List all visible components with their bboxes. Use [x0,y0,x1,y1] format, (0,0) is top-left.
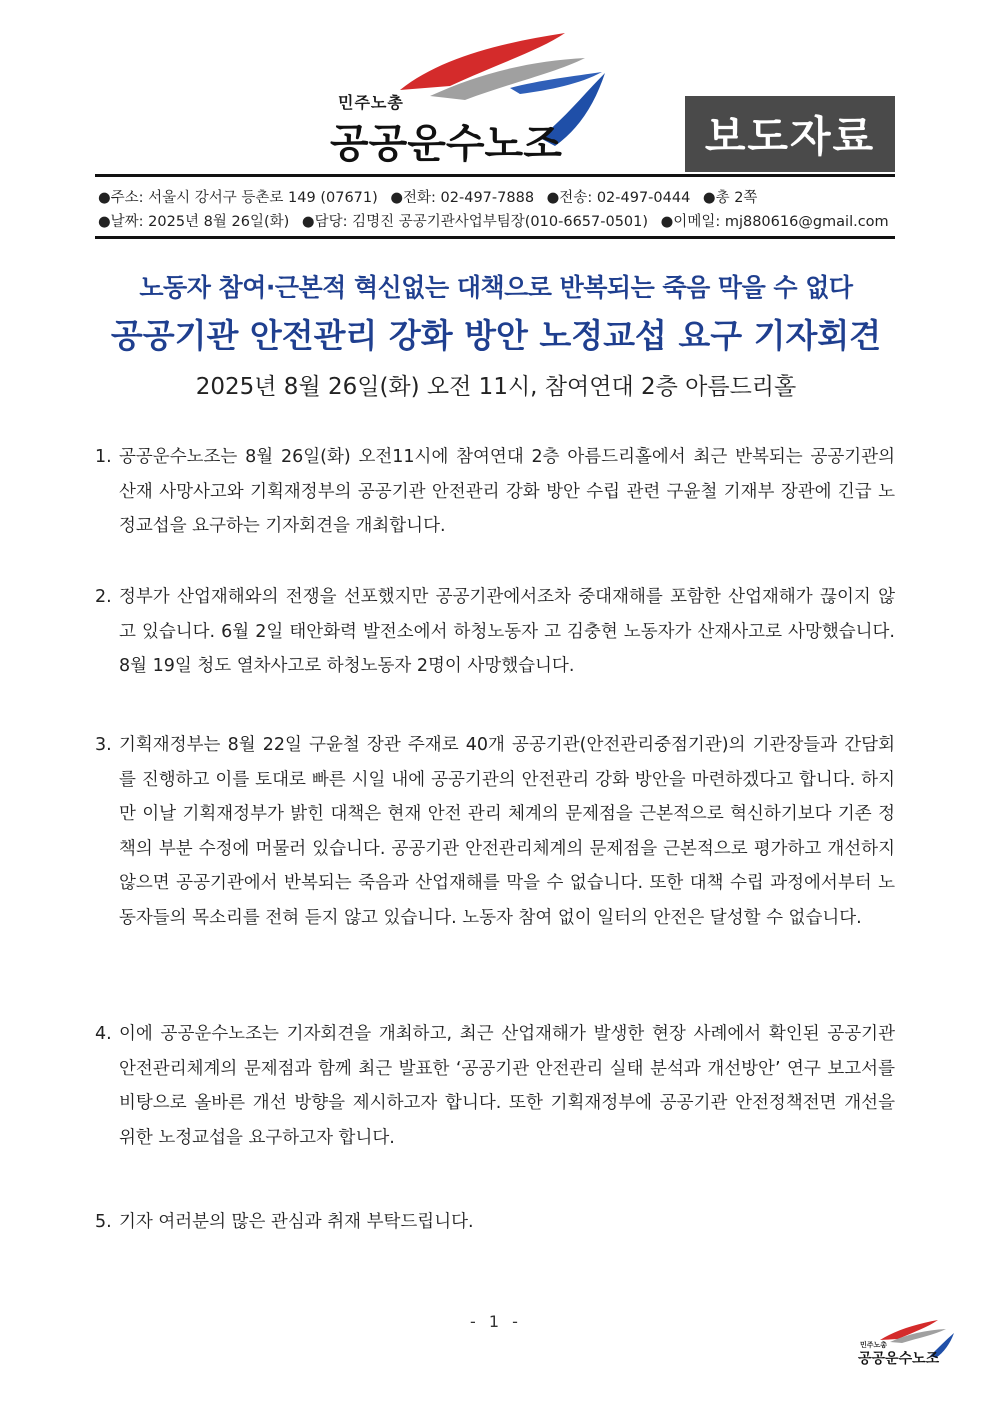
list-item [95,440,895,544]
headline-subtitle: 노동자 참여·근본적 혁신없는 대책으로 반복되는 죽음 막을 수 없다 [139,273,853,302]
header-divider-top [95,174,895,177]
list-item-number: 1. [95,447,112,467]
press-release-badge: 보도자료 [685,96,895,172]
headline-dateline: 2025년 8월 26일(화) 오전 11시, 참여연대 2층 아름드리홀 [195,374,797,400]
union-logo [330,28,620,167]
list-item-text: 이에 공공운수노조는 기자회견을 개최하고, 최근 산업재해가 발생한 현장 사례에서 확인된 공공기관 안전관리체계의 문제점과 함께 최근 발표한 ‘공공기관 안전관리 실태 분석과 개선방안’ 연구 보고서를 비탕으로 올바른 개선 방향을 제시하고자 합니다. 또한 기획재정부에 공공기관 안전정책전면 개선을 위한 노정교섭을 요구하고자 합니다. [119,1024,895,1148]
logo-big-text: 공공운수노조 [330,121,562,167]
footer-logo [858,1318,958,1366]
headline-title: 공공기관 안전관리 강화 방안 노정교섭 요구 기자회견 [110,316,882,355]
list-item [95,728,895,935]
list-item-text: 정부가 산업재해와의 전쟁을 선포했지만 공공기관에서조차 중대재해를 포함한 산업재해가 끊이지 않고 있습니다. 6월 2일 태안화력 발전소에서 하청노동자 고 김충현 노동자가 산재사고로 사망했습니다. 8월 19일 청도 열차사고로 하청노동자 2명이 사망했습니다. [119,587,895,676]
page-number: - 1 - [470,1312,522,1331]
list-item-number: 4. [95,1024,112,1044]
header-divider-bottom [95,236,895,239]
date-text: ●날짜: 2025년 8월 26일(화) [98,214,290,230]
list-item-text: 기획재정부는 8월 22일 구윤철 장관 주재로 40개 공공기관(안전관리중점기관)의 기관장들과 간담회를 진행하고 이를 토대로 빠른 시일 내에 공공기관의 안전관리 강화 방안을 마련하겠다고 합니다. 하지만 이날 기획재정부가 밝힌 대책은 현재 안전 관리 체계의 문제점을 근본적으로 혁신하기보다 기존 정책의 부분 수정에 머물러 있습니다. 공공기관 안전관리체계의 문제점을 근본적으로 평가하고 개선하지 않으면 공공기관에서 반복되는 죽음과 산업재해를 막을 수 없습니다. 또한 대책 수립 과정에서부터 노동자들의 목소리를 전혀 듣지 않고 있습니다. 노동자 참여 없이 일터의 안전은 달성할 수 없습니다. [119,735,895,928]
footer-logo-small-text: 민주노총 [860,1341,888,1349]
contact-info-line-1 [98,186,765,207]
fax-text: ●전송: 02-497-0444 [546,190,691,206]
list-item-number: 2. [95,587,112,607]
page-count-text: ●총 2쪽 [702,190,758,206]
list-item-text: 공공운수노조는 8월 26일(화) 오전11시에 참여연대 2층 아름드리홀에서 최근 반복되는 공공기관의 산재 사망사고와 기획재정부의 공공기관 안전관리 강화 방안 수립 관련 구윤철 기재부 장관에 긴급 노정교섭을 요구하는 기자회견을 개최합니다. [119,447,895,536]
logo-small-text: 민주노총 [338,93,404,112]
list-item [95,1017,895,1155]
list-item-number: 3. [95,735,112,755]
list-item-number: 5. [95,1212,112,1232]
contact-person-text: ●담당: 김명진 공공기관사업부팀장(010-6657-0501) [301,214,649,230]
footer-logo-big-text: 공공운수노조 [858,1351,940,1367]
list-item [95,1205,895,1240]
list-item-text: 기자 여러분의 많은 관심과 취재 부탁드립니다. [119,1212,474,1232]
list-item [95,580,895,684]
address-text: ●주소: 서울시 강서구 등촌로 149 (07671) [98,190,378,206]
email-text: ●이메일: mj880616@gmail.com [660,214,889,230]
phone-text: ●전화: 02-497-7888 [390,190,535,206]
contact-info-line-2 [98,210,897,231]
